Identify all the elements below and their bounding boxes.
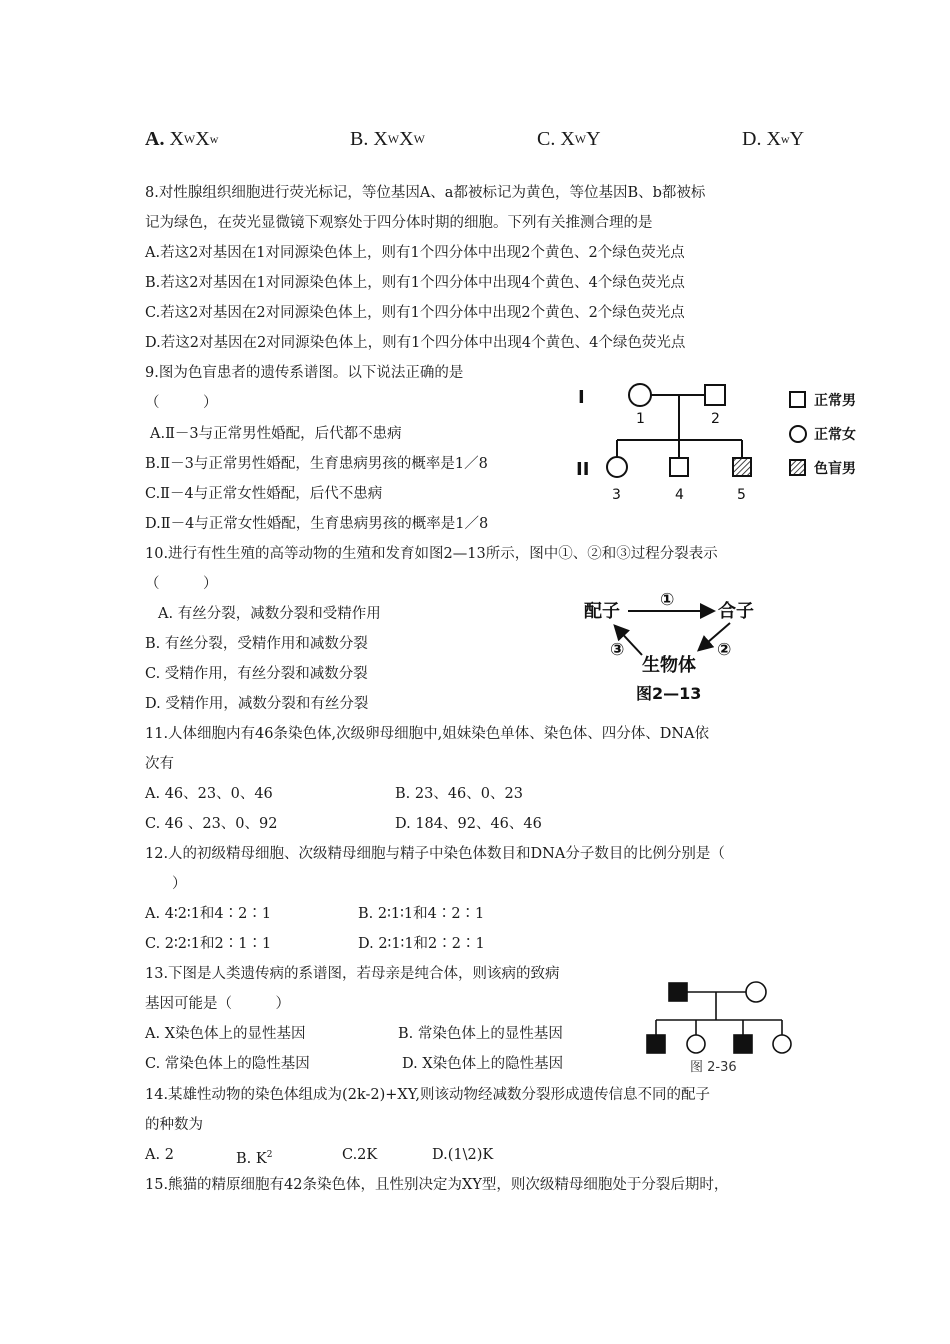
legend-colorblind-male-icon <box>790 460 805 475</box>
daughter-4-symbol <box>773 1035 791 1053</box>
legend-colorblind-male-label: 色盲男 <box>814 461 856 477</box>
q10-option-a: A. 有丝分裂，减数分裂和受精作用 <box>158 606 381 622</box>
q13-option-c: C. 常染色体上的隐性基因 <box>145 1056 310 1072</box>
q14-option-c: C.2K <box>342 1147 378 1163</box>
affected-son-1-symbol <box>647 1035 665 1053</box>
legend-normal-male-icon <box>790 392 805 407</box>
q8-option-c: C.若这2对基因在2对同源染色体上，则有1个四分体中出现2个黄色、2个绿色荧光点 <box>145 305 685 321</box>
generation-label-1: I <box>578 387 585 408</box>
q13-option-b: B. 常染色体上的显性基因 <box>398 1026 563 1042</box>
q11-option-d: D. 184、92、46、46 <box>395 816 542 832</box>
q10-option-d: D. 受精作用，减数分裂和有丝分裂 <box>145 696 369 712</box>
option-base: X <box>373 128 388 150</box>
option-sup: W <box>413 132 425 146</box>
q9-option-a: A.Ⅱ－3与正常男性婚配，后代都不患病 <box>150 426 402 442</box>
individual-number-1: 1 <box>636 411 645 427</box>
mother-symbol <box>746 982 766 1002</box>
top-option-b <box>350 128 425 151</box>
female-1-symbol <box>629 384 651 406</box>
colorblind-male-5-symbol <box>733 458 751 476</box>
option-sup: w <box>780 132 790 146</box>
figure-caption: 图 2-36 <box>690 1060 737 1075</box>
option-base: Y <box>586 128 601 150</box>
q14-option-a: A. 2 <box>145 1147 174 1163</box>
q13-option-d: D. X染色体上的隐性基因 <box>402 1056 564 1072</box>
q10-stem: 10.进行有性生殖的高等动物的生殖和发育如图2—13所示，图中①、②和③过程分裂表示 <box>145 546 718 562</box>
option-sup: w <box>209 132 219 146</box>
q9-option-d: D.Ⅱ－4与正常女性婚配，生育患病男孩的概率是1／8 <box>145 516 489 532</box>
q8-option-a: A.若这2对基因在1对同源染色体上，则有1个四分体中出现2个黄色、2个绿色荧光点 <box>145 245 685 261</box>
male-2-symbol <box>705 385 725 405</box>
option-letter: C. <box>537 128 556 150</box>
q11-option-b: B. 23、46、0、23 <box>395 786 523 802</box>
q9-stem: 9.图为色盲患者的遗传系谱图。以下说法正确的是 <box>145 365 464 381</box>
process-1-label: ① <box>660 590 675 610</box>
legend-normal-female-label: 正常女 <box>814 427 856 443</box>
generation-label-2: II <box>576 459 590 480</box>
process-2-label: ② <box>717 640 732 660</box>
q13-stem-line1: 13.下图是人类遗传病的系谱图，若母亲是纯合体，则该病的致病 <box>145 966 560 982</box>
organism-label: 生物体 <box>642 655 696 676</box>
q13-stem-line2: 基因可能是（ ） <box>145 996 290 1012</box>
top-option-a <box>145 128 218 151</box>
q8-option-b: B.若这2对基因在1对同源染色体上，则有1个四分体中出现4个黄色、4个绿色荧光点 <box>145 275 685 291</box>
individual-number-3: 3 <box>612 487 621 503</box>
q12-option-d: D. 2∶1∶1和2∶2∶1 <box>358 936 485 952</box>
q9-option-b: B.Ⅱ－3与正常男性婚配，生育患病男孩的概率是1／8 <box>145 456 488 472</box>
q12-stem-line1: 12.人的初级精母细胞、次级精母细胞与精子中染色体数目和DNA分子数目的比例分别是（ <box>145 846 725 862</box>
affected-son-3-symbol <box>734 1035 752 1053</box>
q9-pedigree-figure <box>570 375 880 510</box>
option-letter: B. <box>350 128 369 150</box>
top-option-c <box>537 128 601 151</box>
process-3-label: ③ <box>610 640 625 660</box>
gamete-label: 配子 <box>584 601 620 622</box>
q9-option-c: C.Ⅱ－4与正常女性婚配，后代不患病 <box>145 486 383 502</box>
q10-option-b: B. 有丝分裂，受精作用和减数分裂 <box>145 636 368 652</box>
option-base: X <box>169 128 184 150</box>
q9-answer-paren: （ ） <box>145 395 218 411</box>
q14-stem-line2: 的种数为 <box>145 1117 203 1133</box>
option-sup: W <box>574 132 587 146</box>
q11-stem-line1: 11.人体细胞内有46条染色体,次级卵母细胞中,姐妹染色单体、染色体、四分体、DNA依 <box>145 726 710 742</box>
option-base: Y <box>789 128 805 150</box>
q13-option-a: A. X染色体上的显性基因 <box>145 1026 306 1042</box>
legend-normal-male-label: 正常男 <box>814 393 856 409</box>
option-sup: W <box>183 132 196 146</box>
option-base: X <box>560 128 575 150</box>
individual-number-4: 4 <box>675 487 684 503</box>
q10-option-c: C. 受精作用，有丝分裂和减数分裂 <box>145 666 368 682</box>
q13-pedigree-figure <box>640 975 800 1075</box>
zygote-label: 合子 <box>718 601 754 622</box>
option-base: X <box>766 128 781 150</box>
option-base: X <box>195 128 210 150</box>
q11-option-a: A. 46、23、0、46 <box>145 786 273 802</box>
affected-father-symbol <box>669 983 687 1001</box>
q10-answer-paren: （ ） <box>145 576 218 592</box>
option-base: X <box>399 128 414 150</box>
male-4-symbol <box>670 458 688 476</box>
q10-cycle-figure <box>580 585 780 710</box>
q8-stem-line2: 记为绿色，在荧光显微镜下观察处于四分体时期的细胞。下列有关推测合理的是 <box>145 215 653 231</box>
option-letter: D. <box>742 128 762 150</box>
q14-option-b-sup: 2 <box>266 1150 273 1160</box>
q11-stem-line2: 次有 <box>145 756 174 772</box>
q8-option-d: D.若这2对基因在2对同源染色体上，则有1个四分体中出现4个黄色、4个绿色荧光点 <box>145 335 686 351</box>
q12-option-c: C. 2∶2∶1和2∶1∶1 <box>145 936 272 952</box>
q12-option-a: A. 4∶2∶1和4∶2∶1 <box>145 906 272 922</box>
q12-stem-line2: ） <box>172 876 187 892</box>
individual-number-5: 5 <box>737 487 746 503</box>
legend-normal-female-icon <box>790 426 806 442</box>
female-3-symbol <box>607 457 627 477</box>
option-sup: W <box>387 132 400 146</box>
daughter-2-symbol <box>687 1035 705 1053</box>
individual-number-2: 2 <box>711 411 720 427</box>
q14-option-b <box>236 1145 272 1169</box>
q14-option-b-text: B. K <box>236 1150 267 1167</box>
top-option-d <box>742 128 804 151</box>
q12-option-b: B. 2∶1∶1和4∶2∶1 <box>358 906 485 922</box>
q14-stem-line1: 14.某雄性动物的染色体组成为(2k-2)+XY,则该动物经减数分裂形成遗传信息不同的配子 <box>145 1087 711 1103</box>
q8-stem-line1: 8.对性腺组织细胞进行荧光标记，等位基因A、a都被标记为黄色，等位基因B、b都被标 <box>145 185 706 201</box>
option-letter: A. <box>145 128 165 150</box>
q14-option-d: D.(1\2)K <box>432 1147 494 1163</box>
figure-caption: 图2—13 <box>636 684 702 703</box>
q11-option-c: C. 46 、23、0、92 <box>145 816 278 832</box>
q15-stem: 15.熊猫的精原细胞有42条染色体，且性别决定为XY型，则次级精母细胞处于分裂后期时， <box>145 1177 729 1193</box>
